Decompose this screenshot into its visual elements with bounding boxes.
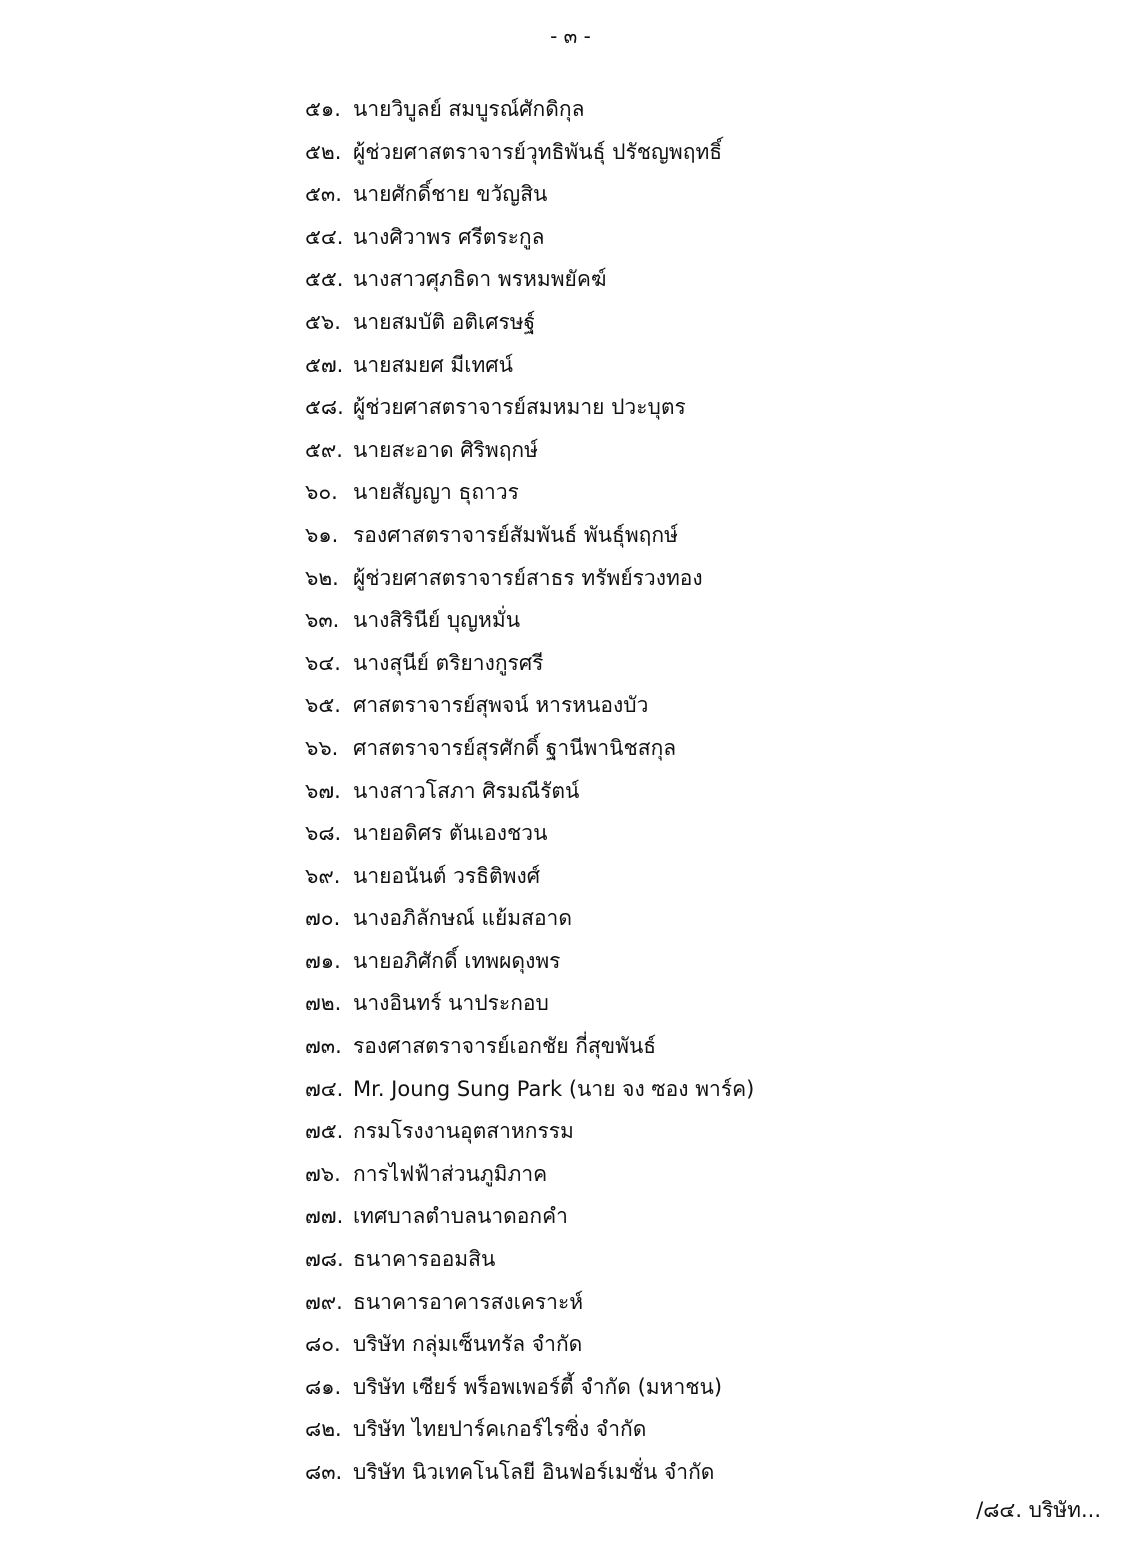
item-text: นายสมบัติ อติเศรษฐ์ bbox=[353, 309, 536, 334]
list-item bbox=[305, 258, 754, 301]
item-text: การไฟฟ้าส่วนภูมิภาค bbox=[353, 1161, 548, 1186]
list-item bbox=[305, 173, 754, 216]
item-text: ธนาคารออมสิน bbox=[353, 1247, 496, 1272]
list-item bbox=[305, 386, 754, 429]
item-text: นายอดิศร ตันเองชวน bbox=[353, 821, 548, 846]
item-text: กรมโรงงานอุตสาหกรรม bbox=[353, 1119, 574, 1144]
list-item bbox=[305, 88, 754, 131]
item-number: ๗๖. bbox=[305, 1161, 341, 1186]
item-number: ๗๙. bbox=[305, 1289, 343, 1314]
item-number: ๖๐. bbox=[305, 480, 338, 505]
page-number: - ๓ - bbox=[550, 24, 591, 48]
list-item bbox=[305, 131, 754, 174]
item-number: ๘๒. bbox=[305, 1417, 342, 1442]
list-item bbox=[305, 727, 754, 770]
list-item bbox=[305, 1153, 754, 1196]
list-item bbox=[305, 599, 754, 642]
item-text: นางสาวโสภา ศิรมณีรัตน์ bbox=[353, 778, 580, 803]
list-item bbox=[305, 642, 754, 685]
item-text: ศาสตราจารย์สุพจน์ หารหนองบัว bbox=[353, 693, 649, 718]
continuation-marker: /๘๔. บริษัท... bbox=[976, 1498, 1101, 1522]
item-text: นางสิรินีย์ บุญหมั่น bbox=[353, 608, 521, 633]
item-number: ๘๑. bbox=[305, 1374, 342, 1399]
item-number: ๖๑. bbox=[305, 522, 339, 547]
list-item bbox=[305, 471, 754, 514]
item-number: ๕๓. bbox=[305, 182, 342, 207]
item-number: ๕๙. bbox=[305, 437, 343, 462]
item-text: นางอินทร์ นาประกอบ bbox=[353, 991, 549, 1016]
item-text: ผู้ช่วยศาสตราจารย์สาธร ทรัพย์รวงทอง bbox=[353, 565, 703, 590]
item-number: ๗๑. bbox=[305, 948, 341, 973]
list-item bbox=[305, 1068, 754, 1111]
item-number: ๗๔. bbox=[305, 1076, 344, 1101]
list-item bbox=[305, 1366, 754, 1409]
item-number: ๖๔. bbox=[305, 650, 341, 675]
list-item bbox=[305, 1323, 754, 1366]
item-text: ผู้ช่วยศาสตราจารย์สมหมาย ปวะบุตร bbox=[353, 395, 686, 420]
list-item bbox=[305, 1408, 754, 1451]
item-text: รองศาสตราจารย์เอกชัย กี่สุขพันธ์ bbox=[353, 1034, 657, 1059]
list-item bbox=[305, 1195, 754, 1238]
item-number: ๗๒. bbox=[305, 991, 342, 1016]
item-text: Mr. Joung Sung Park (นาย จง ซอง พาร์ค) bbox=[353, 1076, 755, 1101]
list-item bbox=[305, 940, 754, 983]
item-text: นายสะอาด ศิริพฤกษ์ bbox=[353, 437, 538, 462]
list-item bbox=[305, 301, 754, 344]
item-number: ๖๓. bbox=[305, 608, 340, 633]
item-number: ๗๕. bbox=[305, 1119, 344, 1144]
item-text: นายอนันต์ วรธิติพงศ์ bbox=[353, 863, 541, 888]
list-item bbox=[305, 514, 754, 557]
list-item bbox=[305, 1025, 754, 1068]
item-text: ศาสตราจารย์สุรศักดิ์ ฐานีพานิชสกุล bbox=[353, 735, 677, 760]
name-list bbox=[305, 88, 754, 1494]
item-text: นายอภิศักดิ์ เทพผดุงพร bbox=[353, 948, 561, 973]
item-text: นางศิวาพร ศรีตระกูล bbox=[353, 224, 545, 249]
list-item bbox=[305, 557, 754, 600]
list-item bbox=[305, 812, 754, 855]
item-text: ธนาคารอาคารสงเคราะห์ bbox=[353, 1289, 584, 1314]
item-number: ๗๗. bbox=[305, 1204, 344, 1229]
item-text: ผู้ช่วยศาสตราจารย์วุทธิพันธุ์ ปรัชญพฤทธิ์ bbox=[353, 139, 723, 164]
item-text: บริษัท นิวเทคโนโลยี อินฟอร์เมชั่น จำกัด bbox=[353, 1460, 715, 1484]
item-text: บริษัท เซียร์ พร็อพเพอร์ตี้ จำกัด (มหาชน) bbox=[353, 1374, 723, 1399]
item-text: นายวิบูลย์ สมบูรณ์ศักดิกุล bbox=[353, 97, 585, 121]
item-text: นายสัญญา ธุถาวร bbox=[353, 480, 519, 505]
item-number: ๖๖. bbox=[305, 735, 339, 760]
list-item bbox=[305, 897, 754, 940]
item-number: ๘๓. bbox=[305, 1460, 343, 1484]
list-item bbox=[305, 770, 754, 813]
item-number: ๕๗. bbox=[305, 352, 344, 377]
item-number: ๕๑. bbox=[305, 97, 341, 121]
list-item bbox=[305, 982, 754, 1025]
item-text: เทศบาลตำบลนาดอกคำ bbox=[353, 1204, 568, 1229]
list-item bbox=[305, 344, 754, 387]
item-text: นางอภิลักษณ์ แย้มสอาด bbox=[353, 906, 572, 931]
item-number: ๖๒. bbox=[305, 565, 339, 590]
item-number: ๕๘. bbox=[305, 395, 344, 420]
item-text: บริษัท กลุ่มเซ็นทรัล จำกัด bbox=[353, 1332, 583, 1357]
item-number: ๕๔. bbox=[305, 224, 344, 249]
item-text: บริษัท ไทยปาร์คเกอร์ไรซิ่ง จำกัด bbox=[353, 1417, 647, 1442]
list-item bbox=[305, 1238, 754, 1281]
list-item bbox=[305, 1281, 754, 1324]
list-item bbox=[305, 855, 754, 898]
item-number: ๗๐. bbox=[305, 906, 341, 931]
list-item bbox=[305, 684, 754, 727]
item-number: ๕๒. bbox=[305, 139, 342, 164]
item-text: รองศาสตราจารย์สัมพันธ์ พันธุ์พฤกษ์ bbox=[353, 522, 678, 547]
item-number: ๖๘. bbox=[305, 821, 342, 846]
list-item bbox=[305, 429, 754, 472]
list-item bbox=[305, 1451, 754, 1494]
item-number: ๖๗. bbox=[305, 778, 341, 803]
item-number: ๗๘. bbox=[305, 1247, 344, 1272]
item-text: นางสุนีย์ ตริยางกูรศรี bbox=[353, 650, 544, 675]
item-text: นางสาวศุภธิดา พรหมพยัคฆ์ bbox=[353, 267, 607, 292]
list-item bbox=[305, 216, 754, 259]
item-text: นายสมยศ มีเทศน์ bbox=[353, 352, 513, 377]
item-number: ๕๖. bbox=[305, 309, 341, 334]
item-number: ๖๕. bbox=[305, 693, 341, 718]
item-number: ๗๓. bbox=[305, 1034, 342, 1059]
item-number: ๕๕. bbox=[305, 267, 344, 292]
item-number: ๖๙. bbox=[305, 863, 341, 888]
item-number: ๘๐. bbox=[305, 1332, 341, 1357]
item-text: นายศักดิ์ชาย ขวัญสิน bbox=[353, 182, 548, 207]
list-item bbox=[305, 1110, 754, 1153]
